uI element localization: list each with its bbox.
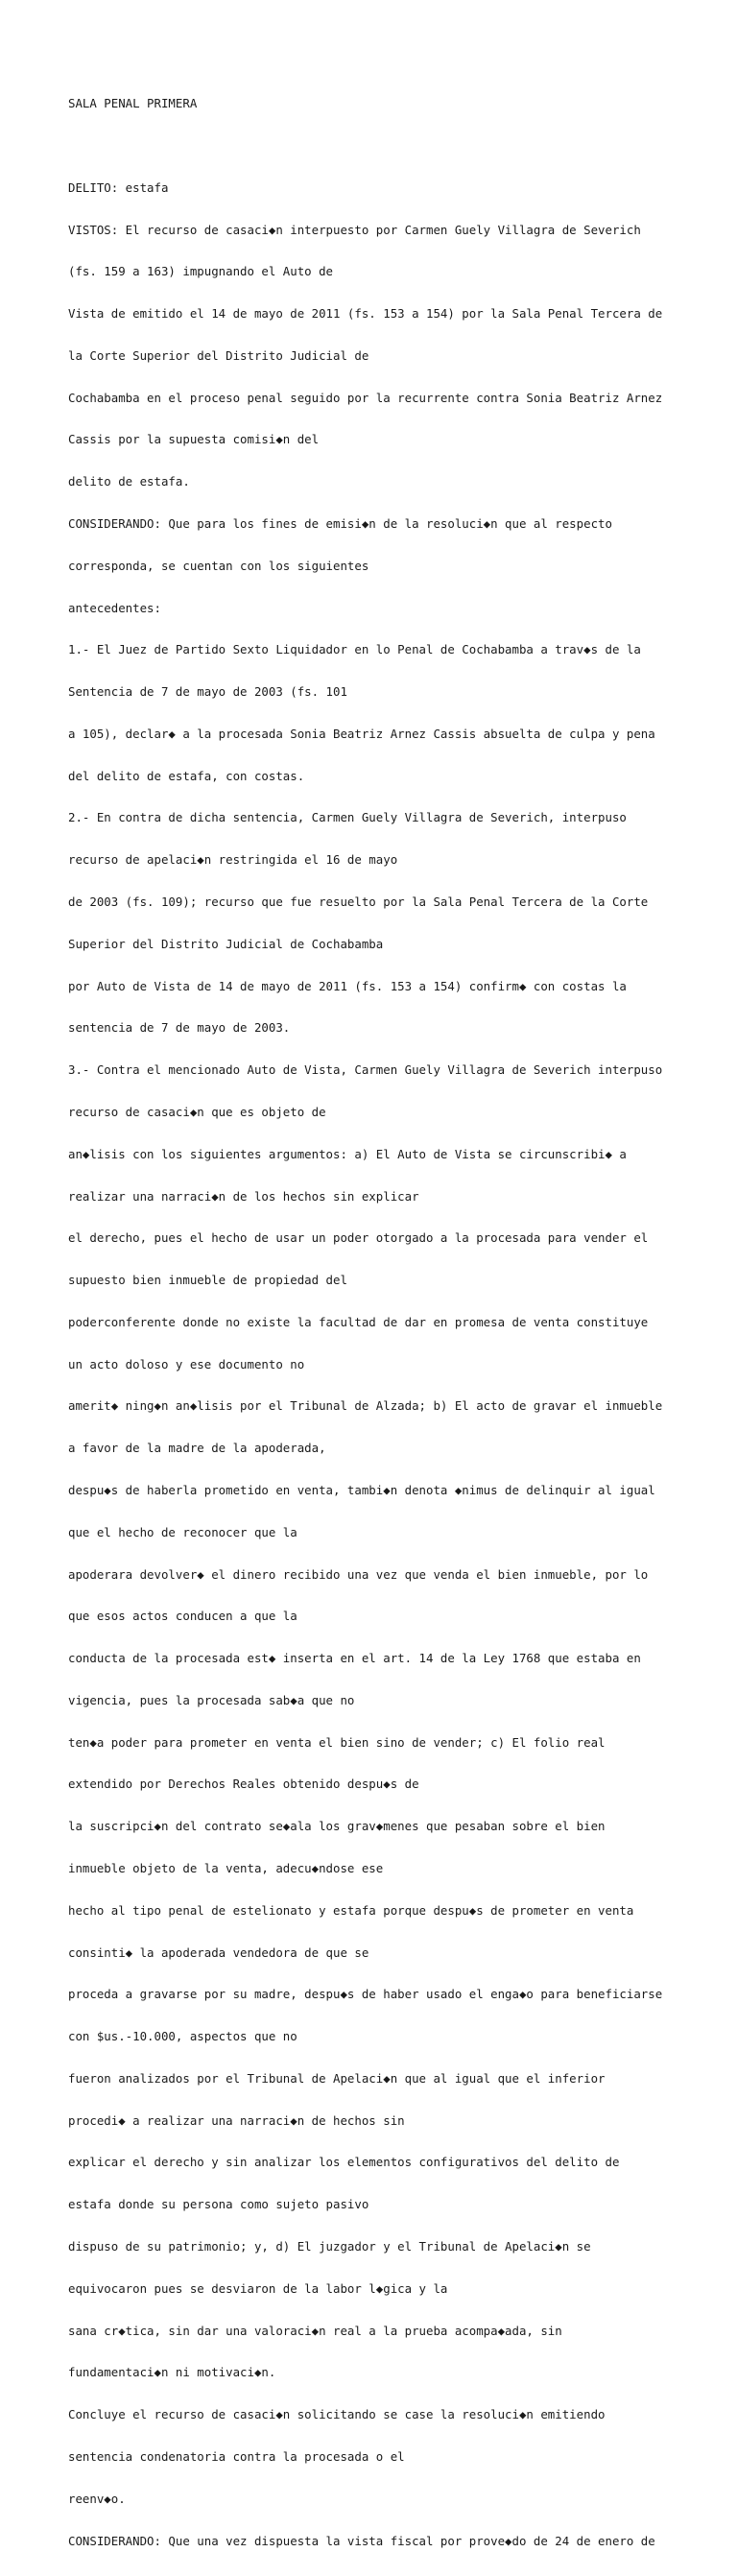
text-line: de 2003 (fs. 109); recurso que fue resuelto por la Sala Penal Tercera de la Corte [68,894,649,910]
text-line: conducta de la procesada est◆ inserta en el art. 14 de la Ley 1768 que estaba en [68,1651,641,1666]
text-line: que el hecho de reconocer que la [68,1524,297,1539]
text-line: 2.- En contra de dicha sentencia, Carmen Guely Villagra de Severich, interpuso [68,810,627,825]
text-line: fundamentaci◆n ni motivaci◆n. [68,2365,276,2380]
text-line: dispuso de su patrimonio; y, d) El juzgador y el Tribunal de Apelaci◆n se [68,2239,591,2254]
text-line: la Corte Superior del Distrito Judicial de [68,347,369,363]
text-line: sentencia condenatoria contra la procesada o el [68,2448,405,2464]
text-line: inmueble objeto de la venta, adecu◆ndose ese [68,1861,384,1875]
text-line: Concluye el recurso de casaci◆n solicitando se case la resoluci◆n emitiendo [68,2407,606,2422]
text-line: antecedentes: [68,600,161,615]
text-line: VISTOS: El recurso de casaci◆n interpuesto por Carmen Guely Villagra de Severich [68,222,641,237]
text-line: ten◆a poder para prometer en venta el bien sino de vender; c) El folio real [68,1734,606,1750]
text-line: la suscripci◆n del contrato se◆ala los grav◆menes que pesaban sobre el bien [68,1819,606,1834]
text-line: un acto doloso y ese documento no [68,1356,305,1371]
text-line: que esos actos conducen a que la [68,1609,297,1624]
text-line: proceda a gravarse por su madre, despu◆s de haber usado el enga◆o para beneficiarse [68,1987,663,2002]
text-line: a favor de la madre de la apoderada, [68,1441,326,1456]
text-line: DELITO: estafa [68,179,169,195]
text-line: a 105), declar◆ a la procesada Sonia Beatriz Arnez Cassis absuelta de culpa y pena [68,726,655,741]
text-line: CONSIDERANDO: Que para los fines de emisi◆n de la resoluci◆n que al respecto [68,516,612,531]
text-line: del delito de estafa, con costas. [68,768,305,783]
text-line: amerit◆ ning◆n an◆lisis por el Tribunal de Alzada; b) El acto de gravar el inmueble [68,1398,663,1414]
text-line: reenv◆o. [68,2491,126,2506]
text-line: hecho al tipo penal de estelionato y estafa porque despu◆s de prometer en venta [68,1902,634,1918]
text-line: Sentencia de 7 de mayo de 2003 (fs. 101 [68,684,347,700]
text-line: delito de estafa. [68,474,190,489]
text-line: fueron analizados por el Tribunal de Apelaci◆n que al igual que el inferior [68,2070,606,2086]
text-line: recurso de casaci◆n que es objeto de [68,1104,326,1119]
text-line: consinti◆ la apoderada vendedora de que se [68,1944,369,1960]
text-line: CONSIDERANDO: Que una vez dispuesta la vista fiscal por prove◆do de 24 de enero de [68,2533,655,2548]
text-line: despu◆s de haberla prometido en venta, tambi◆n denota ◆nimus de delinquir al igual [68,1482,655,1497]
text-line: corresponda, se cuentan con los siguientes [68,558,369,573]
text-line: 3.- Contra el mencionado Auto de Vista, Carmen Guely Villagra de Severich interpuso [68,1062,663,1078]
text-line: Cassis por la supuesta comisi◆n del [68,432,320,447]
text-line: realizar una narraci◆n de los hechos sin explicar [68,1188,419,1204]
text-line: el derecho, pues el hecho de usar un poder otorgado a la procesada para vender el [68,1230,649,1246]
text-line: an◆lisis con los siguientes argumentos: a) El Auto de Vista se circunscribi◆ a [68,1146,627,1161]
text-line: Superior del Distrito Judicial de Cochabamba [68,936,384,951]
text-line: equivocaron pues se desviaron de la labor l◆gica y la [68,2280,448,2296]
text-line: Cochabamba en el proceso penal seguido por la recurrente contra Sonia Beatriz Arnez [68,390,663,405]
text-line: (fs. 159 a 163) impugnando el Auto de [68,264,334,279]
text-line: con $us.-10.000, aspectos que no [68,2029,297,2044]
text-line: Vista de emitido el 14 de mayo de 2011 (fs. 153 a 154) por la Sala Penal Tercera de [68,306,663,322]
text-line: recurso de apelaci◆n restringida el 16 de mayo [68,852,398,868]
text-line: extendido por Derechos Reales obtenido despu◆s de [68,1777,419,1792]
blank-line [68,139,730,154]
text-line: supuesto bien inmueble de propiedad del [68,1273,347,1288]
text-line: explicar el derecho y sin analizar los elementos configurativos del delito de [68,2155,620,2170]
text-line: sana cr◆tica, sin dar una valoraci◆n real a la prueba acompa◆ada, sin [68,2323,562,2338]
text-line: vigencia, pues la procesada sab◆a que no [68,1692,355,1707]
text-line: 1.- El Juez de Partido Sexto Liquidador en lo Penal de Cochabamba a trav◆s de la [68,642,641,657]
text-line: poderconferente donde no existe la facultad de dar en promesa de venta constituye [68,1314,649,1329]
text-line: por Auto de Vista de 14 de mayo de 2011 (fs. 153 a 154) confirm◆ con costas la [68,978,627,993]
document-heading: SALA PENAL PRIMERA [68,96,198,111]
text-line: estafa donde su persona como sujeto pasivo [68,2197,369,2212]
text-line: apoderara devolver◆ el dinero recibido una vez que venda el bien inmueble, por lo [68,1566,649,1582]
text-line: procedi◆ a realizar una narraci◆n de hechos sin [68,2112,405,2128]
document-body [68,69,730,2576]
text-line: sentencia de 7 de mayo de 2003. [68,1020,291,1036]
